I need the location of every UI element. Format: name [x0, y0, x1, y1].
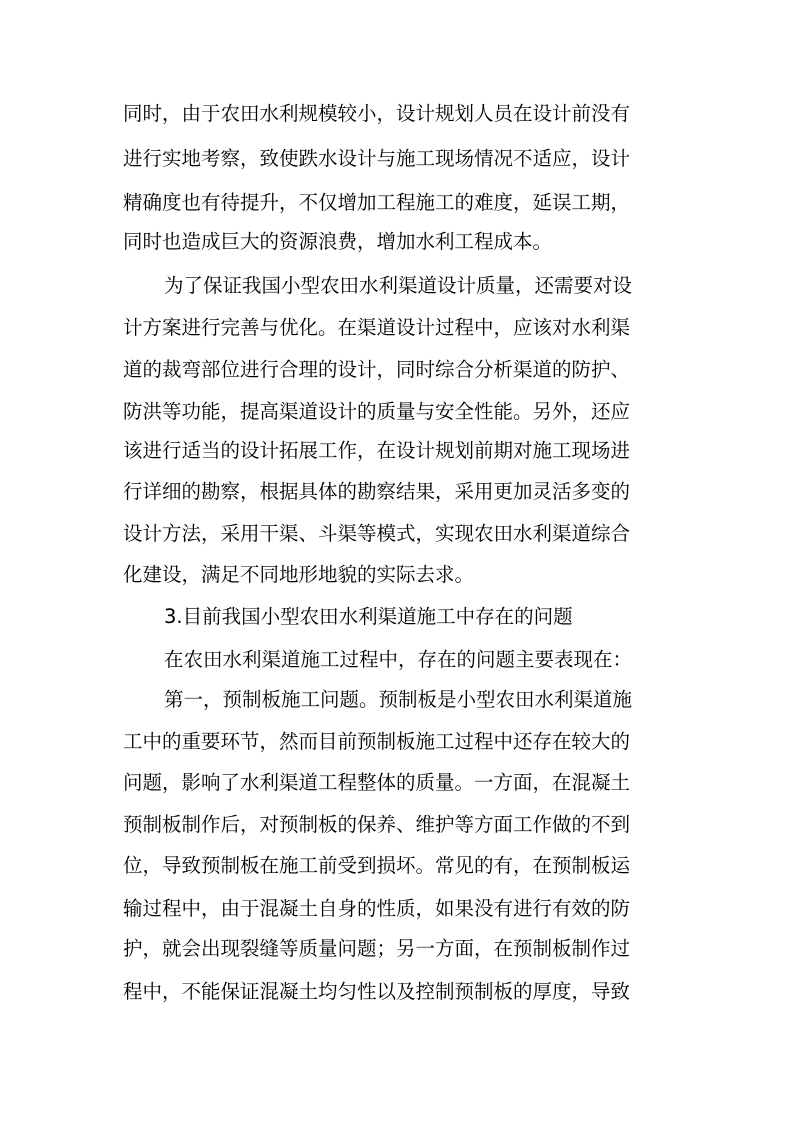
text-line: 化建设，满足不同地形地貌的实际去求。: [123, 563, 475, 586]
text-line: 为了保证我国小型农田水利渠道设计质量，还需要对设: [164, 274, 633, 297]
text-line: 工中的重要环节，然而目前预制板施工过程中还存在较大的: [123, 730, 631, 753]
text-line: 程中，不能保证混凝土均匀性以及控制预制板的厚度，导致: [123, 980, 631, 1003]
text-line: 设计方法，采用干渠、斗渠等模式，实现农田水利渠道综合: [123, 522, 631, 545]
text-line: 计方案进行完善与优化。在渠道设计过程中，应该对水利渠: [123, 316, 631, 339]
text-line: 问题，影响了水利渠道工程整体的质量。一方面，在混凝土: [123, 771, 631, 794]
section-heading: 3.目前我国小型农田水利渠道施工中存在的问题: [164, 605, 573, 628]
text-line: 同时也造成巨大的资源浪费，增加水利工程成本。: [123, 230, 553, 253]
text-line: 道的裁弯部位进行合理的设计，同时综合分析渠道的防护、: [123, 358, 631, 381]
text-line: 预制板制作后，对预制板的保养、维护等方面工作做的不到: [123, 813, 631, 836]
text-line: 输过程中，由于混凝土自身的性质，如果没有进行有效的防: [123, 897, 631, 920]
text-line: 同时，由于农田水利规模较小，设计规划人员在设计前没有: [123, 102, 631, 125]
text-line: 位，导致预制板在施工前受到损坏。常见的有，在预制板运: [123, 854, 631, 877]
text-line: 在农田水利渠道施工过程中，存在的问题主要表现在：: [164, 648, 633, 671]
text-line: 进行实地考察，致使跌水设计与施工现场情况不适应，设计: [123, 147, 631, 170]
text-line: 该进行适当的设计拓展工作，在设计规划前期对施工现场进: [123, 439, 631, 462]
text-line: 行详细的勘察，根据具体的勘察结果，采用更加灵活多变的: [123, 480, 631, 503]
text-line: 第一，预制板施工问题。预制板是小型农田水利渠道施: [164, 688, 633, 711]
text-line: 防洪等功能，提高渠道设计的质量与安全性能。另外，还应: [123, 400, 631, 423]
text-line: 护，就会出现裂缝等质量问题；另一方面，在预制板制作过: [123, 937, 631, 960]
text-line: 精确度也有待提升，不仅增加工程施工的难度，延误工期，: [123, 191, 631, 214]
